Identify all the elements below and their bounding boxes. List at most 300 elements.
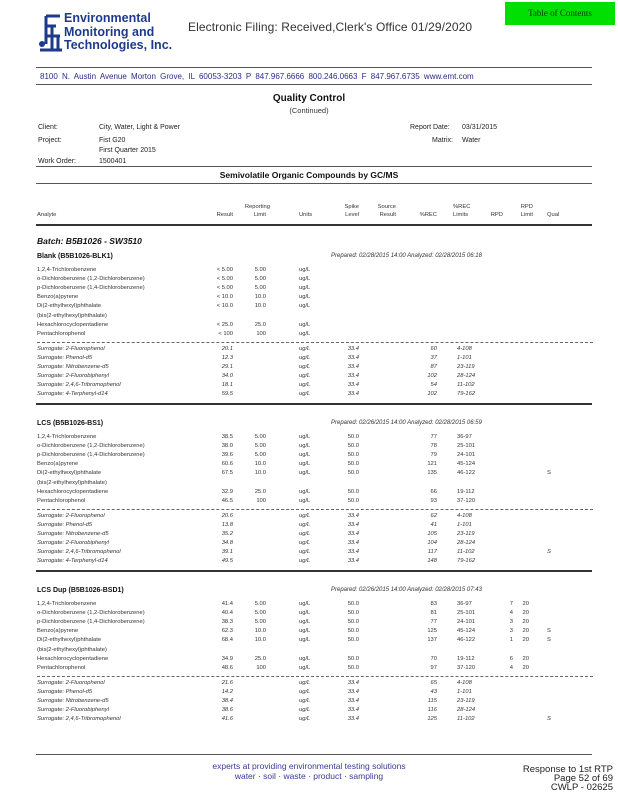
rpd-cell: 3 — [509, 619, 513, 626]
rec-limits-cell: 28-124 — [457, 707, 476, 714]
rpd-cell: 1 — [509, 637, 513, 644]
result-cell: 40.4 — [221, 610, 233, 617]
column-headers — [37, 204, 597, 220]
units-cell: ug/L — [299, 664, 311, 671]
spike-cell: 33.4 — [347, 521, 359, 528]
workorder-label: Work Order: — [38, 158, 76, 165]
rec-cell: 78 — [430, 443, 437, 450]
col-rpd-limit-2: Limit — [520, 212, 533, 218]
rec-cell: 70 — [430, 655, 437, 662]
rec-cell: 115 — [427, 698, 437, 704]
header-underline — [36, 224, 592, 226]
table-row — [37, 294, 597, 303]
result-cell: 38.5 — [221, 434, 233, 440]
rpd-limit-cell: 20 — [522, 610, 529, 617]
rec-cell: 135 — [427, 470, 437, 477]
units-cell: ug/L — [299, 698, 311, 704]
units-cell: ug/L — [299, 364, 311, 370]
col-analyte: Analyte — [37, 212, 57, 218]
result-cell: 67.5 — [221, 470, 233, 477]
section-divider — [36, 183, 592, 184]
company-name-line-3: Technologies, Inc. — [64, 38, 173, 52]
table-row — [37, 470, 597, 479]
spike-cell: 50.0 — [347, 628, 359, 635]
rec-limits-cell: 28-124 — [457, 373, 476, 380]
lcs-prepared: Prepared: 02/26/2015 14:00 Analyzed: 02/28/2015 06:59 — [331, 420, 482, 426]
result-cell: < 5.00 — [216, 285, 233, 292]
col-spike: Spike — [344, 204, 359, 210]
analyte-cell: Di(2-ethylhexyl)phthalate — [37, 470, 102, 477]
analyte-cell: Pentachlorophenol — [37, 330, 86, 337]
rpd-cell: 3 — [509, 628, 513, 635]
rpd-limit-cell: 20 — [522, 601, 529, 607]
table-row — [37, 716, 597, 725]
lcs-dash-divider — [37, 509, 593, 510]
analyte-cell: o-Dichlorobenzene (1,2-Dichlorobenzene) — [37, 443, 145, 450]
spike-cell: 33.4 — [347, 558, 359, 565]
spike-cell: 33.4 — [347, 531, 359, 537]
rec-limits-cell: 19-112 — [457, 655, 475, 662]
rec-cell: 65 — [430, 679, 437, 686]
spike-cell: 50.0 — [347, 452, 359, 459]
spike-cell: 33.4 — [347, 382, 359, 389]
table-row — [37, 558, 597, 567]
lcsdup-dash-divider — [37, 676, 593, 677]
units-cell: ug/L — [299, 628, 311, 635]
project-value: Fist G20 — [99, 137, 126, 144]
surrogate-cell: Surrogate: Phenol-d5 — [37, 521, 93, 528]
analyte-cell: Benzo(a)pyrene — [37, 628, 79, 635]
lcs-section-title — [37, 420, 593, 427]
rec-cell: 97 — [430, 664, 437, 671]
analyte-cell: Hexachlorocyclopentadiene — [37, 321, 109, 328]
matrix-value: Water — [462, 137, 481, 144]
report-title: Quality Control — [272, 93, 346, 104]
result-cell: 34.0 — [221, 373, 233, 380]
limit-cell: 5.00 — [254, 619, 266, 626]
rec-limits-cell: 79-162 — [457, 558, 476, 565]
units-cell: ug/L — [299, 330, 311, 337]
lcs-end-divider — [36, 570, 592, 572]
table-row — [37, 689, 597, 698]
rpd-limit-cell: 20 — [522, 655, 529, 662]
rec-limits-cell: 28-124 — [457, 540, 476, 547]
table-row — [37, 303, 597, 312]
units-cell: ug/L — [299, 373, 311, 380]
spike-cell: 50.0 — [347, 637, 359, 644]
analyte-cell: (bis(2-ethylhexyl)phthalate) — [37, 312, 107, 319]
rec-limits-cell: 19-112 — [457, 488, 475, 495]
table-row — [37, 313, 597, 322]
table-row — [37, 364, 597, 373]
result-cell: 41.4 — [221, 601, 233, 607]
analyte-cell: Benzo(a)pyrene — [37, 294, 79, 301]
rec-cell: 66 — [430, 488, 437, 495]
result-cell: < 10.0 — [216, 294, 233, 301]
table-row — [37, 665, 597, 674]
rpd-limit-cell: 20 — [522, 664, 529, 671]
spike-cell: 50.0 — [347, 664, 359, 671]
units-cell: ug/L — [299, 470, 311, 477]
analyte-cell: (bis(2-ethylhexyl)phthalate) — [37, 479, 107, 486]
result-cell: 21.6 — [221, 679, 233, 686]
table-row — [37, 498, 597, 507]
rpd-limit-cell: 20 — [522, 619, 529, 626]
rec-cell: 121 — [427, 461, 437, 468]
spike-cell: 50.0 — [347, 610, 359, 617]
units-cell: ug/L — [299, 382, 311, 389]
table-row — [37, 628, 597, 637]
table-row — [37, 373, 597, 382]
spike-cell: 50.0 — [347, 497, 359, 504]
table-row — [37, 680, 597, 689]
footer-tagline: experts at providing environmental testing solutions — [212, 761, 406, 771]
rec-cell: 83 — [430, 601, 437, 607]
table-row — [37, 610, 597, 619]
limit-cell: 10.0 — [254, 294, 266, 301]
result-cell: 41.6 — [221, 716, 233, 723]
qual-cell: S — [547, 637, 551, 644]
rec-limits-cell: 11-102 — [457, 382, 475, 389]
rec-limits-cell: 45-124 — [457, 461, 476, 468]
rec-cell: 105 — [427, 531, 437, 537]
analyte-cell: o-Dichlorobenzene (1,2-Dichlorobenzene) — [37, 276, 145, 283]
limit-cell: 10.0 — [254, 628, 266, 635]
result-cell: < 25.0 — [216, 321, 233, 328]
limit-cell: 100 — [256, 497, 266, 504]
spike-cell: 50.0 — [347, 655, 359, 662]
table-row — [37, 443, 597, 452]
spike-cell: 50.0 — [347, 601, 359, 607]
col-rec-limits-2: Limits — [453, 212, 469, 218]
result-cell: 20.6 — [221, 512, 233, 519]
rec-cell: 43 — [430, 688, 437, 695]
blank-section-title — [37, 253, 593, 260]
col-rec: %REC — [419, 212, 437, 218]
analyte-cell: Hexachlorocyclopentadiene — [37, 655, 109, 662]
result-cell: 32.9 — [221, 488, 233, 495]
lcs-title: LCS (B5B1026-BS1) — [37, 420, 104, 427]
qual-cell: S — [547, 716, 551, 723]
analyte-cell: 1,2,4-Trichlorobenzene — [37, 601, 97, 607]
result-cell: < 100 — [218, 330, 233, 337]
qual-cell: S — [547, 470, 551, 477]
table-row — [37, 531, 597, 540]
spike-cell: 50.0 — [347, 443, 359, 450]
result-cell: 60.6 — [221, 461, 233, 468]
surrogate-cell: Surrogate: 2,4,6-Tribromophenol — [37, 549, 121, 556]
rec-cell: 41 — [430, 521, 437, 528]
analyte-cell: Di(2-ethylhexyl)phthalate — [37, 303, 102, 310]
units-cell: ug/L — [299, 461, 311, 468]
units-cell: ug/L — [299, 434, 311, 440]
rec-limits-cell: 4-108 — [457, 512, 472, 519]
result-cell: 68.4 — [221, 637, 233, 644]
result-cell: 12.3 — [221, 354, 233, 361]
rpd-limit-cell: 20 — [522, 628, 529, 635]
spike-cell: 33.4 — [347, 345, 359, 352]
rec-limits-cell: 36-97 — [457, 434, 472, 440]
col-level: Level — [345, 212, 359, 218]
spike-cell: 50.0 — [347, 470, 359, 477]
result-cell: 34.8 — [221, 540, 233, 547]
spike-cell: 33.4 — [347, 364, 359, 370]
result-cell: 48.6 — [221, 664, 233, 671]
units-cell: ug/L — [299, 267, 311, 273]
units-cell: ug/L — [299, 452, 311, 459]
col-source: Source — [377, 204, 396, 210]
rec-limits-cell: 45-124 — [457, 628, 476, 635]
rec-cell: 77 — [430, 619, 437, 626]
lcsdup-title: LCS Dup (B5B1026-BSD1) — [37, 587, 124, 594]
table-row — [37, 601, 597, 610]
analyte-cell: Pentachlorophenol — [37, 497, 86, 504]
limit-cell: 5.00 — [254, 443, 266, 450]
limit-cell: 5.00 — [254, 452, 266, 459]
spike-cell: 33.4 — [347, 354, 359, 361]
analyte-cell: 1,2,4-Trichlorobenzene — [37, 434, 97, 440]
analyte-cell: o-Dichlorobenzene (1,2-Dichlorobenzene) — [37, 610, 145, 617]
analyte-cell: p-Dichlorobenzene (1,4-Dichlorobenzene) — [37, 285, 145, 292]
analyte-cell: Di(2-ethylhexyl)phthalate — [37, 637, 102, 644]
table-row — [37, 382, 597, 391]
surrogate-cell: Surrogate: Nitrobenzene-d5 — [37, 364, 109, 370]
rec-cell: 104 — [427, 540, 437, 547]
rec-limits-cell: 23-119 — [457, 531, 475, 537]
rec-limits-cell: 25-101 — [457, 610, 476, 617]
units-cell: ug/L — [299, 345, 311, 352]
table-row — [37, 331, 597, 340]
col-result: Result — [216, 212, 233, 218]
limit-cell: 25.0 — [254, 655, 266, 662]
units-cell: ug/L — [299, 497, 311, 504]
result-cell: 35.2 — [221, 531, 233, 537]
rec-cell: 87 — [430, 364, 437, 370]
limit-cell: 5.00 — [254, 267, 266, 273]
col-rpd-limit-1: RPD — [520, 204, 533, 210]
units-cell: ug/L — [299, 716, 311, 723]
units-cell: ug/L — [299, 391, 311, 398]
analyte-cell: Pentachlorophenol — [37, 664, 86, 671]
limit-cell: 10.0 — [254, 637, 266, 644]
units-cell: ug/L — [299, 707, 311, 714]
table-row — [37, 267, 597, 276]
surrogate-cell: Surrogate: 4-Terphenyl-d14 — [37, 558, 108, 565]
rec-cell: 137 — [427, 637, 437, 644]
units-cell: ug/L — [299, 540, 311, 547]
rec-cell: 93 — [430, 497, 437, 504]
address-divider — [36, 84, 592, 85]
table-row — [37, 346, 597, 355]
analyte-cell: (bis(2-ethylhexyl)phthalate) — [37, 646, 107, 653]
units-cell: ug/L — [299, 488, 311, 495]
surrogate-cell: Surrogate: 2-Fluorophenol — [37, 512, 105, 519]
surrogate-cell: Surrogate: 4-Terphenyl-d14 — [37, 391, 108, 398]
rec-limits-cell: 46-122 — [457, 637, 476, 644]
table-row — [37, 707, 597, 716]
units-cell: ug/L — [299, 294, 311, 301]
rec-cell: 102 — [427, 373, 437, 380]
units-cell: ug/L — [299, 637, 311, 644]
project-period: First Quarter 2015 — [99, 147, 156, 154]
limit-cell: 100 — [256, 330, 266, 337]
rec-limits-cell: 4-108 — [457, 679, 472, 686]
lcsdup-section-title — [37, 587, 593, 594]
batch-title: Batch: B5B1026 - SW3510 — [37, 236, 142, 246]
table-row — [37, 322, 597, 331]
rec-cell: 37 — [430, 354, 437, 361]
units-cell: ug/L — [299, 531, 311, 537]
surrogate-cell: Surrogate: 2,4,6-Tribromophenol — [37, 382, 121, 389]
analyte-cell: Benzo(a)pyrene — [37, 461, 79, 468]
rec-limits-cell: 1-101 — [457, 688, 472, 695]
result-cell: 38.3 — [221, 619, 233, 626]
rpd-cell: 7 — [509, 601, 513, 607]
rec-limits-cell: 37-120 — [457, 497, 476, 504]
limit-cell: 5.00 — [254, 601, 266, 607]
table-row — [37, 452, 597, 461]
emt-logo-icon — [38, 14, 64, 52]
report-date-value: 03/31/2015 — [462, 124, 498, 131]
spike-cell: 33.4 — [347, 549, 359, 556]
col-limit: Limit — [253, 212, 266, 218]
report-subtitle: (Continued) — [289, 106, 329, 115]
result-cell: < 5.00 — [216, 267, 233, 273]
limit-cell: 5.00 — [254, 285, 266, 292]
table-row — [37, 540, 597, 549]
blank-dash-divider — [37, 342, 593, 343]
result-cell: 39.6 — [221, 452, 233, 459]
result-cell: 62.3 — [221, 628, 233, 635]
surrogate-cell: Surrogate: 2-Fluorobiphenyl — [37, 373, 109, 380]
rec-limits-cell: 23-119 — [457, 364, 475, 370]
col-units: Units — [299, 212, 313, 218]
rpd-cell: 4 — [509, 610, 513, 617]
spike-cell: 33.4 — [347, 391, 359, 398]
workorder-value: 1500401 — [99, 158, 127, 165]
result-cell: 59.5 — [221, 391, 233, 398]
col-rpd: RPD — [490, 212, 503, 218]
spike-cell: 33.4 — [347, 688, 359, 695]
table-row — [37, 461, 597, 470]
surrogate-cell: Surrogate: 2-Fluorophenol — [37, 679, 105, 686]
table-of-contents-link[interactable]: Table of Contents — [505, 2, 615, 25]
lcsdup-prepared: Prepared: 02/26/2015 14:00 Analyzed: 02/28/2015 07:43 — [331, 587, 482, 593]
rec-limits-cell: 36-97 — [457, 601, 472, 607]
table-row — [37, 637, 597, 646]
rpd-cell: 6 — [509, 655, 513, 662]
project-label: Project: — [38, 137, 62, 144]
analyte-cell: 1,2,4-Trichlorobenzene — [37, 267, 97, 273]
company-name-line-1: Environmental — [64, 11, 151, 25]
result-cell: 20.1 — [221, 345, 233, 352]
rec-cell: 62 — [430, 512, 437, 519]
footer-services: water · soil · waste · product · sampling — [234, 771, 384, 781]
col-qual: Qual — [547, 212, 560, 218]
table-row — [37, 276, 597, 285]
spike-cell: 33.4 — [347, 679, 359, 686]
rec-limits-cell: 79-162 — [457, 391, 476, 398]
table-row — [37, 549, 597, 558]
limit-cell: 5.00 — [254, 610, 266, 617]
units-cell: ug/L — [299, 688, 311, 695]
client-value: City, Water, Light & Power — [99, 124, 180, 131]
company-address: 8100 N. Austin Avenue Morton Grove, IL 60053-3203 P 847.967.6666 800.246.0663 F 847.967.6735 www.emt.com — [40, 72, 474, 81]
spike-cell: 50.0 — [347, 488, 359, 495]
surrogate-cell: Surrogate: 2,4,6-Tribromophenol — [37, 716, 121, 723]
rec-cell: 81 — [430, 610, 437, 617]
limit-cell: 25.0 — [254, 488, 266, 495]
table-row — [37, 391, 597, 400]
rec-cell: 79 — [430, 452, 437, 459]
result-cell: 38.4 — [221, 698, 233, 704]
limit-cell: 10.0 — [254, 470, 266, 477]
limit-cell: 5.00 — [254, 434, 266, 440]
rec-cell: 148 — [427, 558, 437, 565]
units-cell: ug/L — [299, 303, 311, 310]
client-label: Client: — [38, 124, 58, 131]
table-row — [37, 619, 597, 628]
table-row — [37, 355, 597, 364]
analyte-cell: p-Dichlorobenzene (1,4-Dichlorobenzene) — [37, 452, 145, 459]
units-cell: ug/L — [299, 610, 311, 617]
header-divider — [36, 67, 592, 68]
meta-divider — [36, 166, 592, 167]
result-cell: 18.1 — [221, 382, 233, 389]
units-cell: ug/L — [299, 276, 311, 283]
result-cell: 34.9 — [221, 655, 233, 662]
spike-cell: 33.4 — [347, 707, 359, 714]
units-cell: ug/L — [299, 285, 311, 292]
result-cell: 49.5 — [221, 558, 233, 565]
rpd-cell: 4 — [509, 664, 513, 671]
table-row — [37, 698, 597, 707]
report-date-label: Report Date: — [410, 124, 450, 131]
col-rec-limits-1: %REC — [453, 204, 471, 210]
units-cell: ug/L — [299, 619, 311, 626]
rec-limits-cell: 1-101 — [457, 521, 472, 528]
rec-limits-cell: 24-101 — [457, 619, 476, 626]
units-cell: ug/L — [299, 601, 311, 607]
rec-cell: 54 — [430, 382, 437, 389]
table-row — [37, 522, 597, 531]
rec-limits-cell: 37-120 — [457, 664, 476, 671]
surrogate-cell: Surrogate: Nitrobenzene-d5 — [37, 698, 109, 704]
result-cell: 38.6 — [221, 707, 233, 714]
blank-end-divider — [36, 403, 592, 405]
table-row — [37, 489, 597, 498]
response-label: Response to 1st RTP — [522, 764, 613, 775]
spike-cell: 33.4 — [347, 540, 359, 547]
analyte-cell: p-Dichlorobenzene (1,4-Dichlorobenzene) — [37, 619, 145, 626]
matrix-label: Matrix: — [432, 137, 453, 144]
section-title: Semivolatile Organic Compounds by GC/MS — [219, 170, 399, 180]
result-cell: 46.5 — [221, 497, 233, 504]
units-cell: ug/L — [299, 655, 311, 662]
filing-stamp: Electronic Filing: Received,Clerk's Office 01/29/2020 — [188, 20, 473, 34]
limit-cell: 100 — [256, 664, 266, 671]
page-number: Page 52 of 69 — [553, 773, 613, 784]
rec-limits-cell: 23-119 — [457, 698, 475, 704]
table-row — [37, 480, 597, 489]
result-cell: 39.1 — [221, 549, 233, 556]
result-cell: 14.2 — [221, 688, 233, 695]
rec-cell: 60 — [430, 345, 437, 352]
units-cell: ug/L — [299, 521, 311, 528]
qual-cell: S — [547, 549, 551, 556]
result-cell: 29.1 — [221, 364, 233, 370]
surrogate-cell: Surrogate: Nitrobenzene-d5 — [37, 531, 109, 537]
